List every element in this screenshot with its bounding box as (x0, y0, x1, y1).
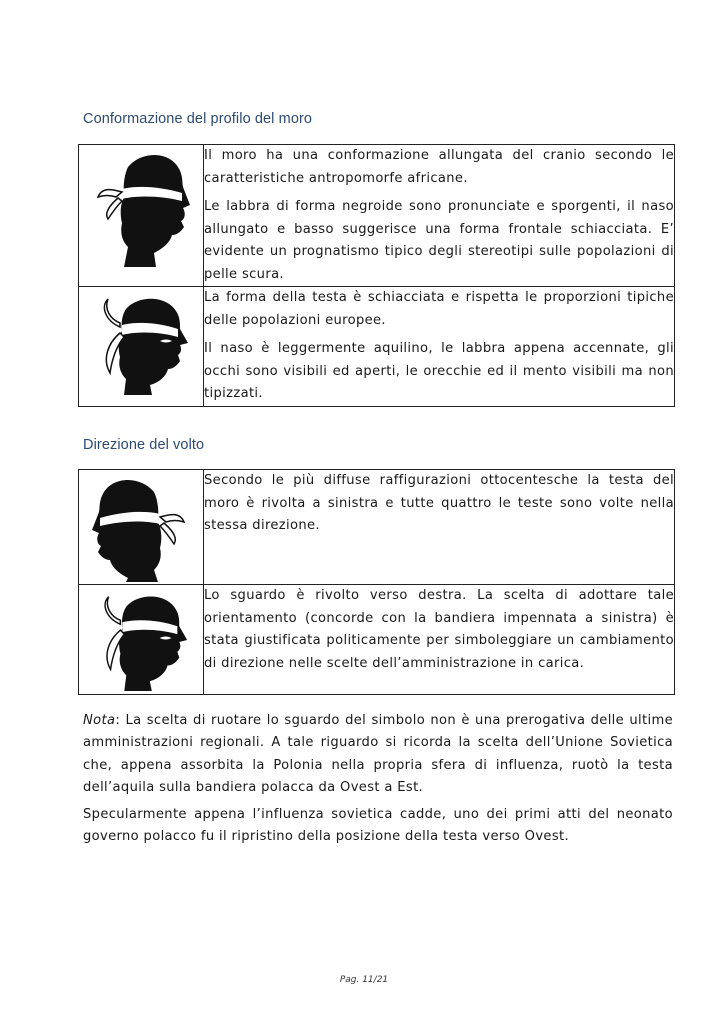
direction-comparison-table (78, 469, 675, 695)
description-cell (204, 470, 675, 585)
image-cell (79, 287, 204, 407)
page-number: Pag. 11/21 (339, 975, 389, 985)
section-title-conformazione: Conformazione del profilo del moro (83, 111, 313, 127)
table-row (79, 585, 675, 695)
note-paragraph (83, 710, 673, 800)
profile-comparison-table (78, 144, 675, 407)
description-cell (204, 145, 675, 287)
description-cell (204, 585, 675, 695)
table-row (79, 470, 675, 585)
description-paragraph: Il moro ha una conformazione allungata del cranio secondo le caratteristiche antropomorfe africane. (204, 148, 674, 186)
note-text: : La scelta di ruotare lo sguardo del simbolo non è una prerogativa delle ultime amministrazioni regionali. A tale riguardo si ricorda la scelta dell’Unione Sovietica che, appena assorbita la Polonia nella propria sfera di influenza, ruotò la testa dell’aquila sulla bandiera polacca da Ovest a Est. (83, 713, 673, 796)
table-row (79, 145, 675, 287)
table-row (79, 287, 675, 407)
description-cell (204, 287, 675, 407)
image-cell (79, 145, 204, 287)
section-title-direzione: Direzione del volto (83, 437, 205, 453)
description-paragraph: Le labbra di forma negroide sono pronunciate e sporgenti, il naso allungato e basso suggerisce una forma frontale schiacciata. E’ evidente un prognatismo tipico degli stereotipi sulle popolazioni di pelle scura. (204, 199, 674, 282)
note-paragraph-2: Specularmente appena l’influenza sovietica cadde, uno dei primi atti del neonato governo polacco fu il ripristino della posizione della testa verso Ovest. (83, 807, 673, 845)
image-cell (79, 585, 204, 695)
description-paragraph: Il naso è leggermente aquilino, le labbra appena accennate, gli occhi sono visibili ed aperti, le orecchie ed il mento visibili ma non tipizzati. (204, 341, 674, 401)
moor-head-right-icon (86, 287, 196, 397)
image-cell (79, 470, 204, 585)
description-paragraph: Lo sguardo è rivolto verso destra. La scelta di adottare tale orientamento (concorde con la bandiera impennata a sinistra) è stata giustificata politicamente per simboleggiare un cambiamento di direzione nelle scelte dell’amministrazione in carica. (204, 588, 674, 671)
note-label: Nota (83, 713, 116, 728)
moor-head-left-icon (86, 145, 196, 273)
moor-head-right-icon (86, 585, 196, 693)
description-paragraph: La forma della testa è schiacciata e rispetta le proporzioni tipiche delle popolazioni europee. (204, 290, 674, 328)
moor-head-left-icon (86, 470, 196, 582)
description-paragraph: Secondo le più diffuse raffigurazioni ottocentesche la testa del moro è rivolta a sinistra e tutte quattro le teste sono volte nella stessa direzione. (204, 473, 674, 533)
